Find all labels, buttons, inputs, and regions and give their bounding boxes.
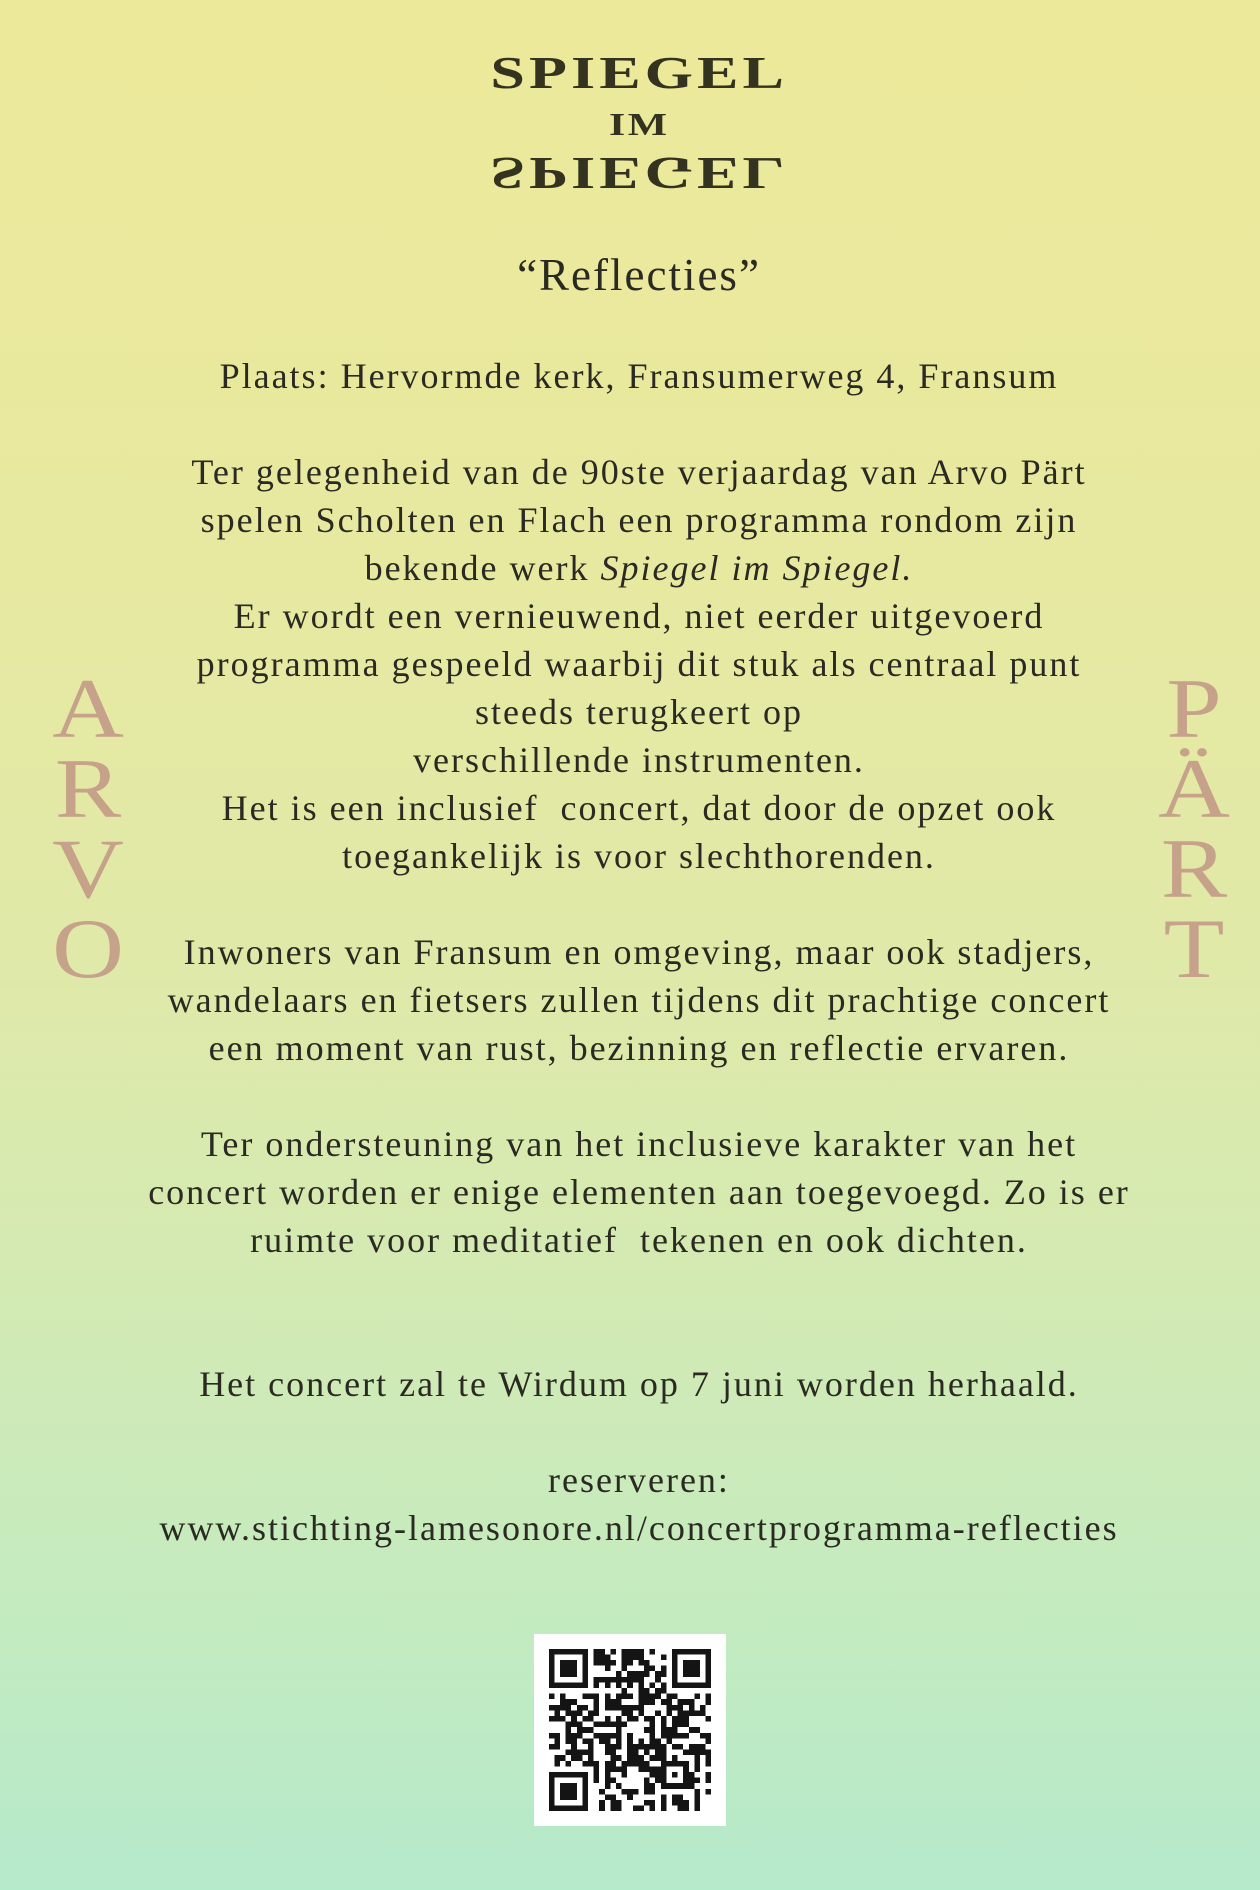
support-line: ruimte voor meditatief tekenen en ook dichten. xyxy=(250,1220,1028,1260)
audience-line: Inwoners van Fransum en omgeving, maar ook stadjers, xyxy=(183,932,1095,972)
description-paragraph xyxy=(18,448,1260,880)
qr-code-graphic xyxy=(534,1634,726,1826)
audience-line: wandelaars en fietsers zullen tijdens dit prachtige concert xyxy=(167,980,1111,1020)
side-letter: P xyxy=(1166,662,1222,756)
description-line: Ter gelegenheid van de 90ste verjaardag van Arvo Pärt xyxy=(191,452,1087,492)
title-line-middle xyxy=(18,106,1260,142)
title-word-spiegel-mirrored: SPIEGEL xyxy=(490,148,788,199)
description-line: steeds terugkeert op xyxy=(475,692,803,732)
repeat-paragraph xyxy=(18,1360,1260,1408)
title-line-top xyxy=(18,48,1260,98)
side-letter: R xyxy=(54,742,122,836)
title-line-mirrored xyxy=(18,148,1260,198)
description-line: Het is een inclusief concert, dat door de opzet ook xyxy=(221,788,1057,828)
side-letter: R xyxy=(1160,822,1228,916)
work-title: Spiegel im Spiegel. xyxy=(600,548,914,588)
repeat-line: Het concert zal te Wirdum op 7 juni worden herhaald. xyxy=(199,1364,1079,1404)
side-letter: V xyxy=(52,822,124,916)
location: Plaats: Hervormde kerk, Fransumerweg 4, Fransum xyxy=(219,356,1059,396)
support-line: Ter ondersteuning van het inclusieve karakter van het xyxy=(200,1124,1078,1164)
description-line: verschillende instrumenten. xyxy=(413,740,865,780)
title-word-spiegel: SPIEGEL xyxy=(490,47,788,98)
qr-modules xyxy=(549,1649,711,1811)
description-line xyxy=(18,544,1260,592)
reservation-url-link[interactable]: www.stichting-lamesonore.nl/concertprogramma-reflecties xyxy=(159,1508,1119,1548)
description-line: toegankelijk is voor slechthorenden. xyxy=(342,836,936,876)
support-line: concert worden er enige elementen aan toegevoegd. Zo is er xyxy=(148,1172,1130,1212)
reservation-label: reserveren: xyxy=(548,1460,730,1500)
side-letter: O xyxy=(52,902,124,996)
support-paragraph xyxy=(18,1120,1260,1264)
title-word-im: IM xyxy=(608,106,670,142)
subtitle: “Reflecties” xyxy=(517,250,761,300)
audience-line: een moment van rust, bezinning en reflectie ervaren. xyxy=(208,1028,1070,1068)
qr-code-icon xyxy=(534,1634,726,1826)
poster-body xyxy=(18,352,1260,1552)
description-line: programma gespeeld waarbij dit stuk als centraal punt xyxy=(196,644,1082,684)
audience-paragraph xyxy=(18,928,1260,1072)
description-text: bekende werk xyxy=(364,548,601,588)
description-line: spelen Scholten en Flach een programma rondom zijn xyxy=(200,500,1078,540)
side-letter: T xyxy=(1163,902,1225,996)
side-letter: A xyxy=(52,662,124,756)
side-letter: Ä xyxy=(1158,742,1230,836)
description-line: Er wordt een vernieuwend, niet eerder uitgevoerd xyxy=(233,596,1045,636)
reservation xyxy=(18,1456,1260,1552)
